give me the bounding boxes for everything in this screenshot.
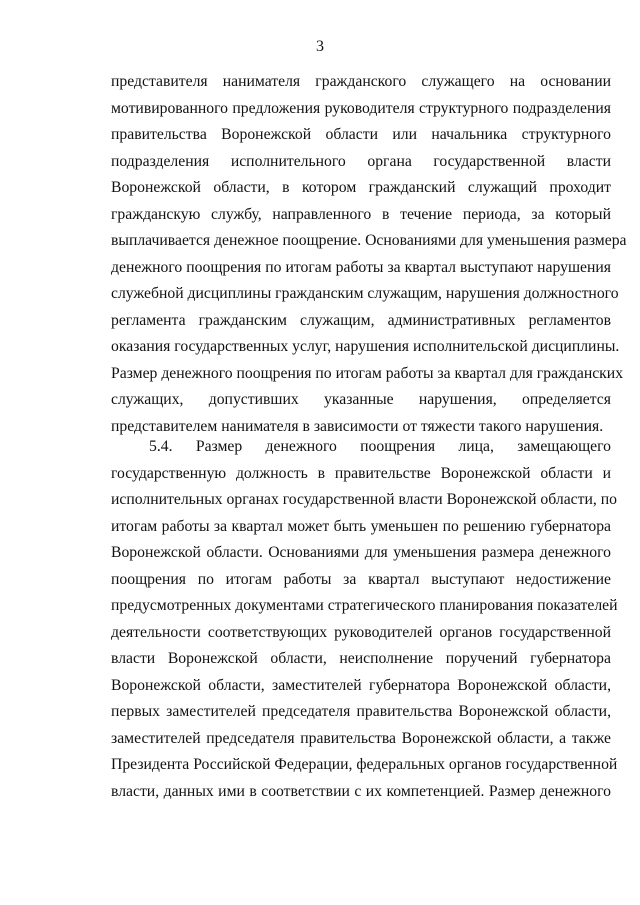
text-line: денежного поощрения по итогам работы за квартал выступают нарушения [111,258,611,276]
text-line: государственную должность в правительстве Воронежской области и [111,464,611,482]
text-line: первых заместителей председателя правительства Воронежской области, [111,703,611,720]
text-line: выплачивается денежное поощрение. Основаниями для уменьшения размера [111,232,627,249]
text-line: 5.4. Размер денежного поощрения лица, замещающего [149,438,611,455]
text-line: деятельности соответствующих руководителей органов государственной [111,623,611,641]
text-line: представителя нанимателя гражданского служащего на основании [111,73,611,90]
page-number: 3 [316,38,324,55]
text-line: регламента гражданским служащим, административных регламентов [111,311,611,329]
text-line: предусмотренных документами стратегического планирования показателей [111,597,618,614]
text-line: служащих, допустивших указанные нарушения, определяется [111,391,611,408]
text-line: Воронежской области, заместителей губернатора Воронежской области, [111,676,611,694]
text-line: Размер денежного поощрения по итогам работы за квартал для гражданских [111,364,624,382]
text-line: исполнительных органах государственной власти Воронежской области, по [111,491,617,508]
text-line: мотивированного предложения руководителя структурного подразделения [111,99,611,117]
text-line: подразделения исполнительного органа государственной власти [111,152,611,170]
text-line: итогам работы за квартал может быть уменьшен по решению губернатора [111,517,611,535]
text-line: представителем нанимателя в зависимости от тяжести такого нарушения. [111,417,604,435]
text-line: гражданскую службу, направленного в течение периода, за который [111,205,611,223]
text-line: поощрения по итогам работы за квартал выступают недостижение [111,570,611,588]
text-line: правительства Воронежской области или начальника структурного [111,126,611,143]
text-line: власти, данных ими в соответствии с их компетенцией. Размер денежного [111,782,611,800]
text-line: заместителей председателя правительства Воронежской области, а также [111,729,611,747]
text-line: оказания государственных услуг, нарушения исполнительской дисциплины. [111,338,620,355]
text-line: власти Воронежской области, неисполнение поручений губернатора [111,650,611,667]
paragraph-continuation [111,69,627,440]
paragraph-5-4 [111,434,618,805]
text-line: Президента Российской Федерации, федеральных органов государственной [111,756,618,773]
text-line: Воронежской области. Основаниями для уменьшения размера денежного [111,544,611,561]
text-line: служебной дисциплины гражданским служащим, нарушения должностного [111,285,619,302]
text-line: Воронежской области, в котором гражданский служащий проходит [111,179,611,196]
